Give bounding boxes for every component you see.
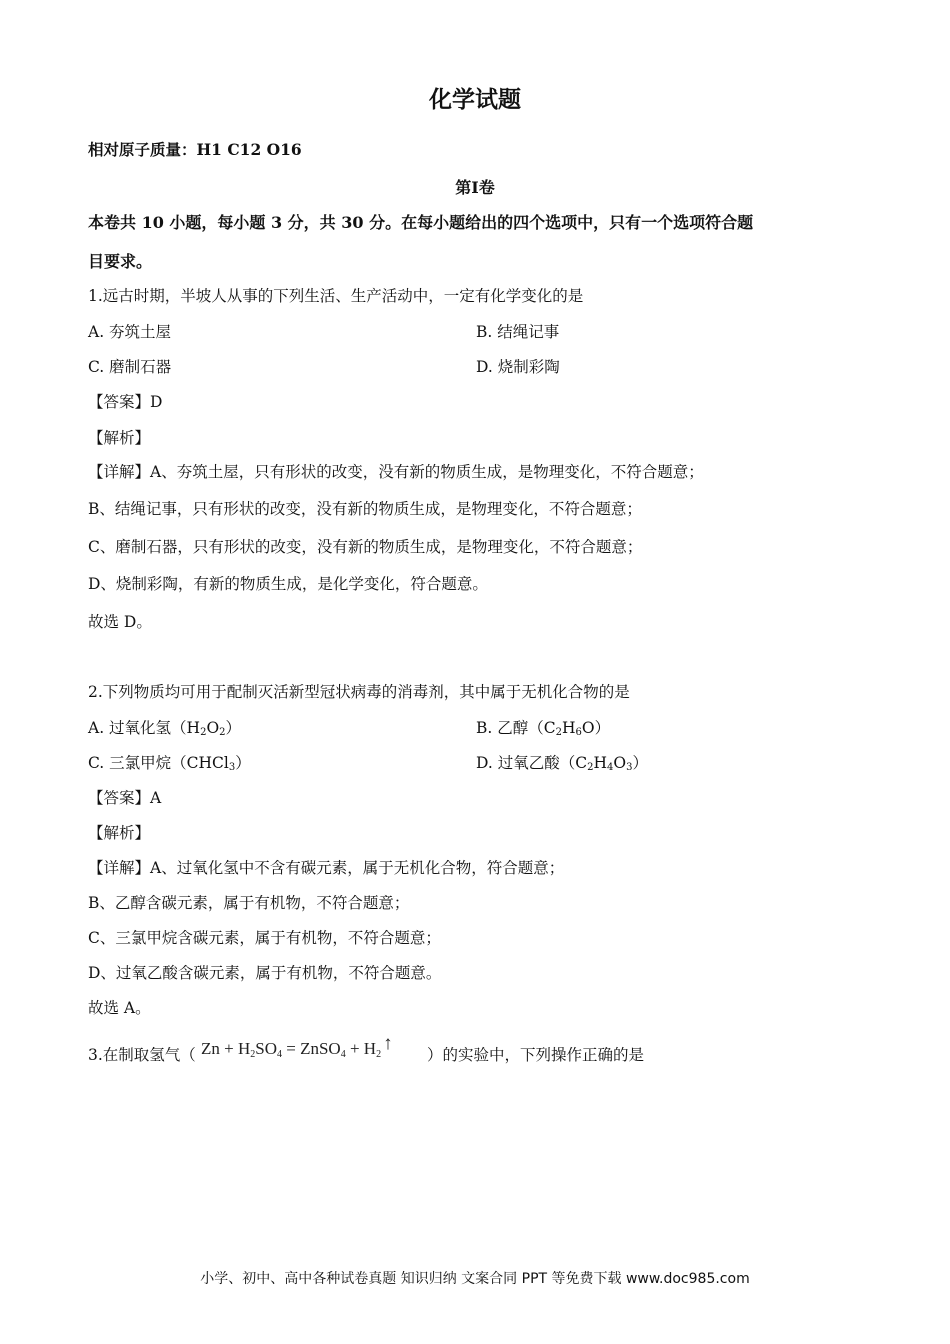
q1-detail-d: D、烧制彩陶，有新的物质生成，是化学变化，符合题意。 (88, 575, 488, 593)
q2-detail-d: D、过氧乙酸含碳元素，属于有机物，不符合题意。 (88, 964, 442, 982)
hydrogen-reaction-equation: $Zn + H_2SO_4$ = ZnSO$_4$ + $H_2↑$ (201, 1033, 393, 1060)
q2-conclusion: 故选 A。 (88, 999, 151, 1017)
instructions-line-2: 目要求。 (88, 252, 153, 271)
q1-option-b: B. 结绳记事 (476, 323, 560, 341)
q2-detail-b: B、乙醇含碳元素，属于有机物，不符合题意； (88, 894, 410, 912)
q3-stem-prefix: 3.在制取氢气（ (88, 1046, 196, 1064)
q2-option-b: B. 乙醇$(C_2H_6O)$ (476, 719, 611, 738)
q2-detail-a: 【详解】A、过氧化氢中不含有碳元素，属于无机化合物，符合题意； (88, 859, 565, 877)
q2-option-c: C. 三氯甲烷（CHCl$_3$） (88, 754, 251, 773)
q1-stem: 1.远古时期，半坡人从事的下列生活、生产活动中，一定有化学变化的是 (88, 287, 584, 305)
q1-conclusion: 故选 D。 (88, 613, 152, 631)
q3-stem-suffix: ）的实验中，下列操作正确的是 (427, 1046, 645, 1064)
q1-option-a: A. 夯筑土屋 (88, 323, 172, 341)
q2-analysis-label: 【解析】 (88, 824, 151, 842)
q2-answer: 【答案】A (88, 789, 162, 807)
q2-stem: 2.下列物质均可用于配制灭活新型冠状病毒的消毒剂，其中属于无机化合物的是 (88, 683, 630, 701)
instructions-line-1: 本卷共 10 小题，每小题 3 分，共 30 分。在每小题给出的四个选项中，只有一个选项符合题 (88, 213, 754, 232)
atomic-mass-line: 相对原子质量：H1 C12 O16 (88, 140, 302, 159)
q1-analysis-label: 【解析】 (88, 429, 151, 447)
section-heading: 第Ⅰ卷 (455, 178, 495, 197)
q1-option-d: D. 烧制彩陶 (476, 358, 560, 376)
page-title: 化学试题 (429, 86, 521, 113)
q1-detail-b: B、结绳记事，只有形状的改变，没有新的物质生成，是物理变化，不符合题意； (88, 500, 642, 518)
q1-answer: 【答案】D (88, 393, 163, 411)
q1-detail-a: 【详解】A、夯筑土屋，只有形状的改变，没有新的物质生成，是物理变化，不符合题意； (88, 463, 704, 481)
page-footer: 小学、初中、高中各种试卷真题 知识归纳 文案合同 PPT 等免费下载 www.doc985.com (200, 1271, 750, 1287)
q2-detail-c: C、三氯甲烷含碳元素，属于有机物，不符合题意； (88, 929, 441, 947)
q1-detail-c: C、磨制石器，只有形状的改变，没有新的物质生成，是物理变化，不符合题意； (88, 538, 643, 556)
gas-arrow-icon: ↑ (383, 1033, 393, 1054)
q2-option-d: D. 过氧乙酸$(C_2H_4O_3)$ (476, 754, 648, 773)
q1-option-c: C. 磨制石器 (88, 358, 172, 376)
q2-option-a: A. 过氧化氢$(H_2O_2)$ (88, 719, 242, 738)
